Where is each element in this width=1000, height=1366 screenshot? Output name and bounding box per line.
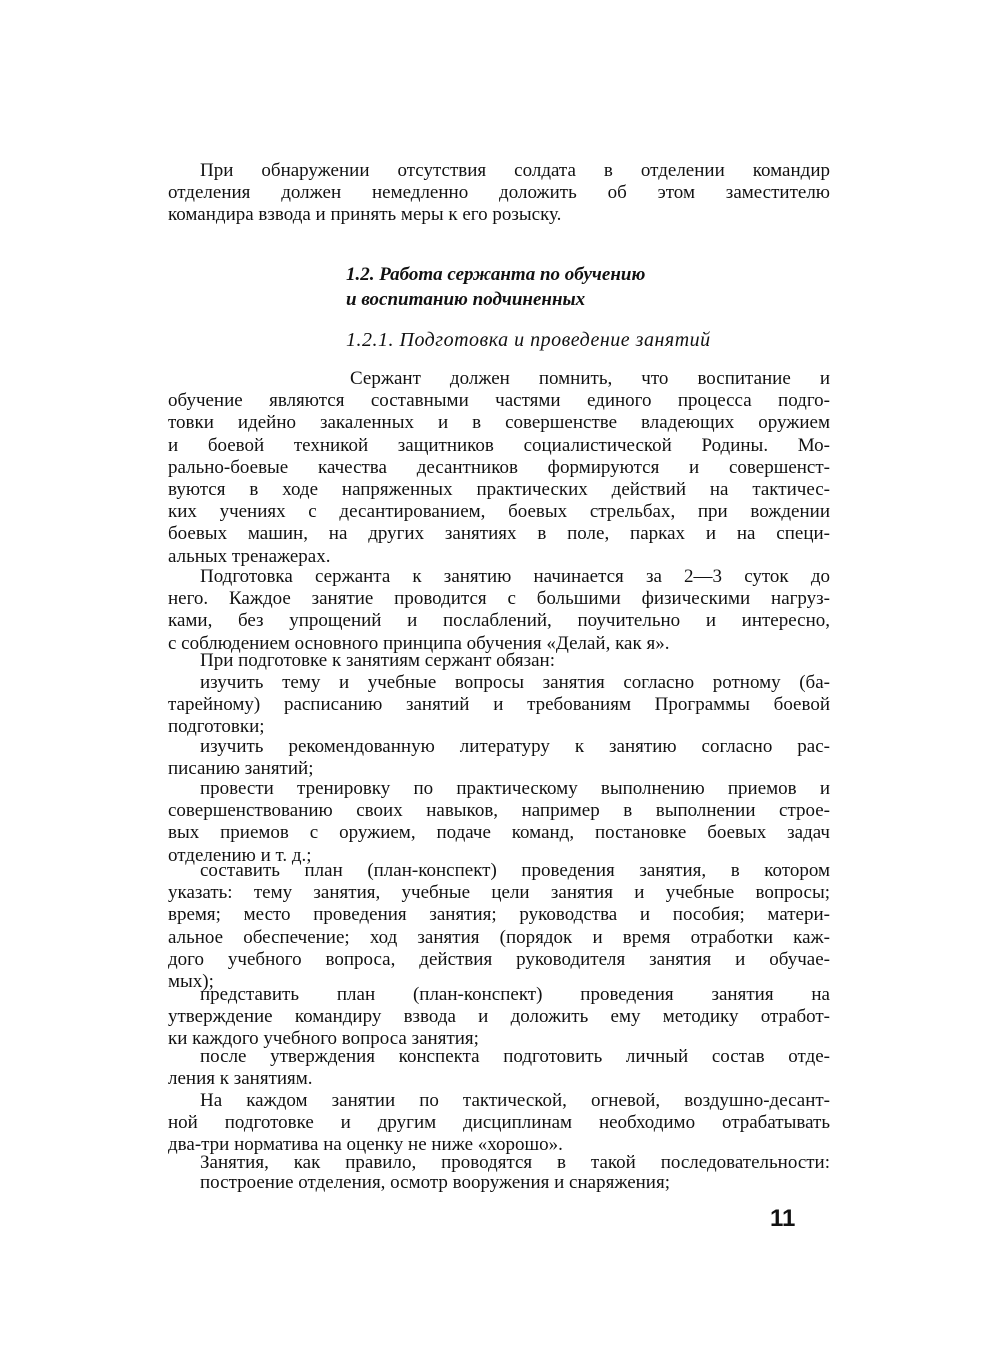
text-line: изучить тему и учебные вопросы занятия согласно ротному (ба-	[200, 672, 830, 693]
text-line: вуются в ходе напряженных практических действий на тактичес-	[168, 479, 830, 501]
text-line: вых приемов с оружием, подаче команд, постановке боевых задач	[168, 822, 830, 844]
text-line: провести тренировку по практическому выполнению приемов и	[200, 778, 830, 799]
text-line: изучить рекомендованную литературу к занятию согласно рас-	[200, 736, 830, 757]
text-line: составить план (план-конспект) проведения занятия, в котором	[200, 860, 830, 881]
text-line: ки каждого учебного вопроса занятия;	[168, 1028, 479, 1050]
paragraph-1	[168, 368, 830, 568]
text-line: альных тренажерах.	[168, 545, 331, 567]
list-item-training	[168, 778, 830, 867]
list-item-prepare-personnel	[168, 1046, 830, 1090]
text-line: Подготовка сержанта к занятию начинается за 2—3 суток до	[200, 566, 830, 587]
list-item-present-plan	[168, 984, 830, 1051]
text-line: Сержант должен помнить, что воспитание и	[350, 368, 830, 389]
text-line: При обнаружении отсутствия солдата в отделении командир	[200, 160, 830, 181]
text-line: ной подготовке и другим дисциплинам необходимо отрабатывать	[168, 1112, 830, 1134]
text-line: время; место проведения занятия; руководства и пособия; матери-	[168, 904, 830, 926]
text-line: после утверждения конспекта подготовить личный состав отде-	[200, 1046, 830, 1067]
text-line: Занятия, как правило, проводятся в такой последовательности:	[200, 1152, 830, 1173]
list-item-lesson-plan	[168, 860, 830, 993]
text-line: подготовки;	[168, 716, 265, 738]
text-line: боевых машин, на других занятиях в поле, парках и на специ-	[168, 523, 830, 545]
text-line: отделения должен немедленно доложить об этом заместителю	[168, 182, 830, 204]
text-line: два-три норматива на оценку не ниже «хорошо».	[168, 1134, 563, 1156]
text-line: ления к занятиям.	[168, 1068, 313, 1090]
text-line: и боевой техникой защитников социалистической Родины. Мо-	[168, 434, 830, 456]
list-item-study-topic	[168, 672, 830, 739]
text-line: рально-боевые качества десантников формируются и совершенст-	[168, 456, 830, 478]
text-line: с соблюдением основного принципа обучения «Делай, как я».	[168, 632, 670, 654]
text-line: На каждом занятии по тактической, огневой, воздушно-десант-	[200, 1090, 830, 1111]
intro-paragraph	[168, 160, 830, 227]
text-line: совершенствованию своих навыков, например в выполнении строе-	[168, 800, 830, 822]
text-line: указать: тему занятия, учебные цели занятия и учебные вопросы;	[168, 882, 830, 904]
subsection-heading: 1.2.1. Подготовка и проведение занятий	[346, 329, 711, 351]
section-title-line: и воспитанию подчиненных	[346, 289, 586, 310]
text-line: отделению и т. д.;	[168, 844, 312, 866]
text-line: ками, без упрощений и послаблений, поучительно и интересно,	[168, 610, 830, 632]
text-line: обучение являются составными частями единого процесса подго-	[168, 390, 830, 412]
list-item-study-literature	[168, 736, 830, 780]
text-line: тарейному) расписанию занятий и требованиям Программы боевой	[168, 694, 830, 716]
text-line: товки идейно закаленных и в совершенстве владеющих оружием	[168, 412, 830, 434]
text-line: утверждение командиру взвода и доложить ему методику отработ-	[168, 1006, 830, 1028]
text-line: него. Каждое занятие проводится с большими физическими нагруз-	[168, 588, 830, 610]
paragraph-3	[168, 650, 830, 672]
paragraph-sequence	[168, 1152, 830, 1174]
text-line: писанию занятий;	[168, 758, 314, 780]
paragraph-2	[168, 566, 830, 655]
section-heading	[346, 262, 796, 312]
text-line: мых);	[168, 971, 214, 993]
text-line: альное обеспечение; ход занятия (порядок и время отработки каж-	[168, 926, 830, 948]
section-title-line: 1.2. Работа сержанта по обучению	[346, 264, 646, 285]
text-line: командира взвода и принять меры к его розыску.	[168, 204, 562, 226]
page-number: 11	[770, 1205, 796, 1232]
text-line: дого учебного вопроса, действия руководителя занятия и обучае-	[168, 948, 830, 970]
list-item-formation	[168, 1172, 830, 1194]
text-line: ких учениях с десантированием, боевых стрельбах, при вождении	[168, 501, 830, 523]
paragraph-standards	[168, 1090, 830, 1157]
text-line: При подготовке к занятиям сержант обязан:	[200, 650, 555, 671]
text-line: представить план (план-конспект) проведения занятия на	[200, 984, 830, 1005]
text-line: построение отделения, осмотр вооружения и снаряжения;	[200, 1172, 670, 1193]
